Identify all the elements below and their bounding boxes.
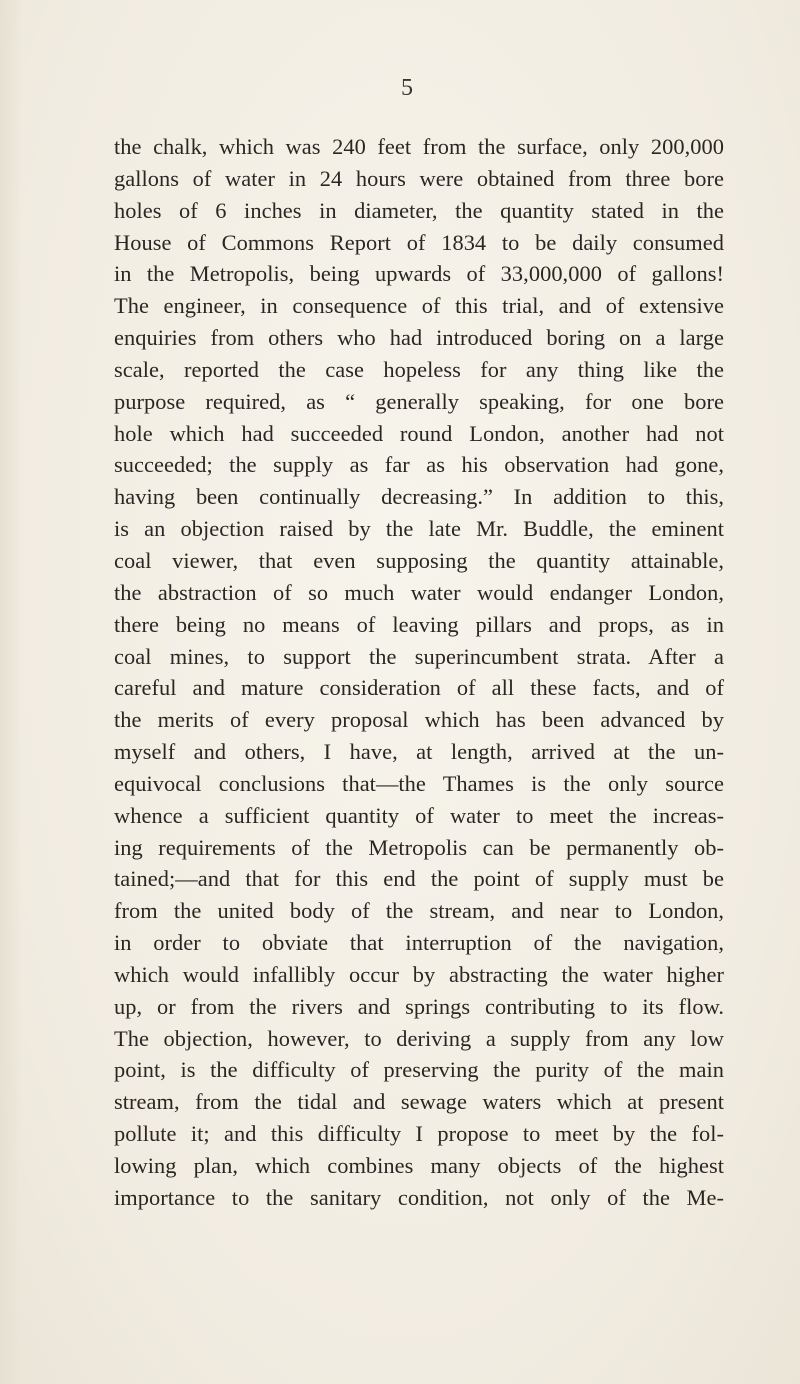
- text-line: pollute it; and this difficulty I propose to meet by the fol-: [114, 1121, 724, 1147]
- text-line: myself and others, I have, at length, arrived at the un-: [114, 739, 724, 765]
- text-line: holes of 6 inches in diameter, the quantity stated in the: [114, 197, 724, 223]
- text-line: equivocal conclusions that—the Thames is the only source: [114, 770, 724, 796]
- text-line: lowing plan, which combines many objects of the highest: [114, 1153, 724, 1178]
- text-line: enquiries from others who had introduced boring on a large: [114, 325, 724, 351]
- text-line: point, is the difficulty of preserving the purity of the main: [114, 1057, 724, 1083]
- body-paragraph: [114, 131, 724, 1214]
- text-line: is an objection raised by the late Mr. Buddle, the eminent: [114, 516, 724, 542]
- text-line: tained;—and that for this end the point of supply must be: [114, 866, 724, 892]
- text-line: importance to the sanitary condition, not only of the Me-: [114, 1184, 724, 1210]
- text-line: there being no means of leaving pillars and props, as in: [114, 611, 724, 637]
- text-line: hole which had succeeded round London, another had not: [114, 420, 724, 446]
- text-line: coal mines, to support the superincumbent strata. After a: [114, 643, 724, 669]
- page-gutter-shadow: [0, 0, 22, 1384]
- text-line: succeeded; the supply as far as his observation had gone,: [114, 452, 724, 478]
- text-line: in the Metropolis, being upwards of 33,000,000 of gallons!: [114, 261, 724, 287]
- page-number: 5: [401, 75, 413, 101]
- text-line: stream, from the tidal and sewage waters which at present: [114, 1089, 724, 1115]
- text-line: having been continually decreasing.” In addition to this,: [114, 484, 724, 510]
- text-line: gallons of water in 24 hours were obtained from three bore: [114, 165, 724, 191]
- text-line: the abstraction of so much water would endanger London,: [114, 579, 724, 605]
- text-line: whence a sufficient quantity of water to meet the increas-: [114, 802, 724, 828]
- text-line: from the united body of the stream, and near to London,: [114, 898, 724, 924]
- text-line: the merits of every proposal which has been advanced by: [114, 707, 724, 733]
- text-line: in order to obviate that interruption of the navigation,: [114, 930, 724, 956]
- text-line: The objection, however, to deriving a supply from any low: [114, 1025, 724, 1051]
- text-line: scale, reported the case hopeless for any thing like the: [114, 356, 724, 382]
- text-line: ing requirements of the Metropolis can be permanently ob-: [114, 834, 724, 860]
- text-line: which would infallibly occur by abstracting the water higher: [114, 961, 724, 987]
- text-line: the chalk, which was 240 feet from the surface, only 200,000: [114, 134, 724, 159]
- text-line: House of Commons Report of 1834 to be daily consumed: [114, 229, 724, 255]
- text-line: up, or from the rivers and springs contributing to its flow.: [114, 993, 724, 1019]
- text-line: purpose required, as “ generally speaking, for one bore: [114, 388, 724, 414]
- text-line: The engineer, in consequence of this trial, and of extensive: [114, 293, 724, 319]
- text-line: careful and mature consideration of all these facts, and of: [114, 675, 724, 701]
- text-line: coal viewer, that even supposing the quantity attainable,: [114, 547, 724, 573]
